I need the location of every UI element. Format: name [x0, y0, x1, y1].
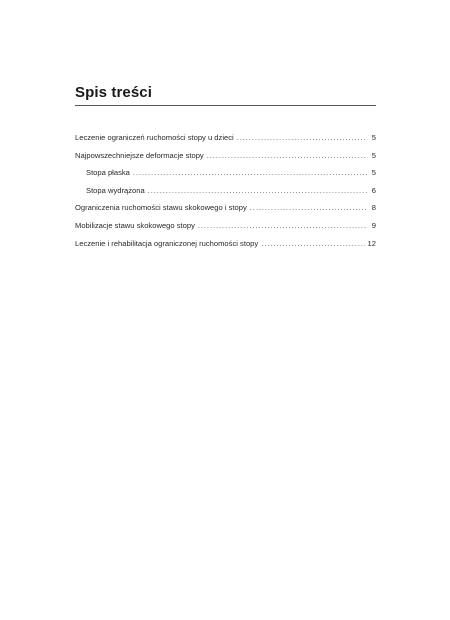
heading-rule	[75, 105, 376, 106]
toc-heading: Spis treści	[75, 84, 152, 101]
toc-entry-title: Najpowszechniejsze deformacje stopy	[75, 150, 204, 160]
toc-entry[interactable]	[75, 147, 376, 165]
toc-entry-page: 8	[371, 203, 376, 213]
dot-leader	[250, 199, 367, 217]
toc-subentry[interactable]	[75, 164, 376, 182]
toc-entry-title: Stopa wydrążona	[86, 185, 145, 195]
toc-entry-page: 5	[371, 133, 376, 142]
dot-leader	[198, 217, 367, 235]
toc-entry-title: Mobilizacje stawu skokowego stopy	[75, 220, 195, 230]
toc-entry[interactable]	[75, 217, 376, 235]
dot-leader	[261, 235, 364, 253]
toc-entry-page: 5	[371, 150, 376, 160]
toc-entry-page: 5	[371, 168, 376, 178]
toc-entry-title: Ograniczenia ruchomości stawu skokowego i stopy	[75, 203, 247, 213]
toc-entry-title: Leczenie ograniczeń ruchomości stopy u dzieci	[75, 133, 234, 142]
dot-leader	[148, 182, 367, 200]
toc-entry[interactable]	[75, 235, 376, 253]
toc-entry[interactable]	[75, 129, 376, 147]
toc-entry-page: 12	[367, 238, 376, 248]
toc-entry-title: Leczenie i rehabilitacja ograniczonej ruchomości stopy	[75, 238, 259, 248]
toc-list	[75, 129, 376, 252]
toc-entry[interactable]	[75, 199, 376, 217]
toc-entry-title: Stopa płaska	[86, 168, 130, 178]
dot-leader	[207, 147, 367, 165]
toc-entry-page: 9	[371, 220, 376, 230]
dot-leader	[237, 129, 367, 147]
dot-leader	[133, 164, 367, 182]
toc-entry-page: 6	[371, 185, 376, 195]
toc-subentry[interactable]	[75, 182, 376, 200]
